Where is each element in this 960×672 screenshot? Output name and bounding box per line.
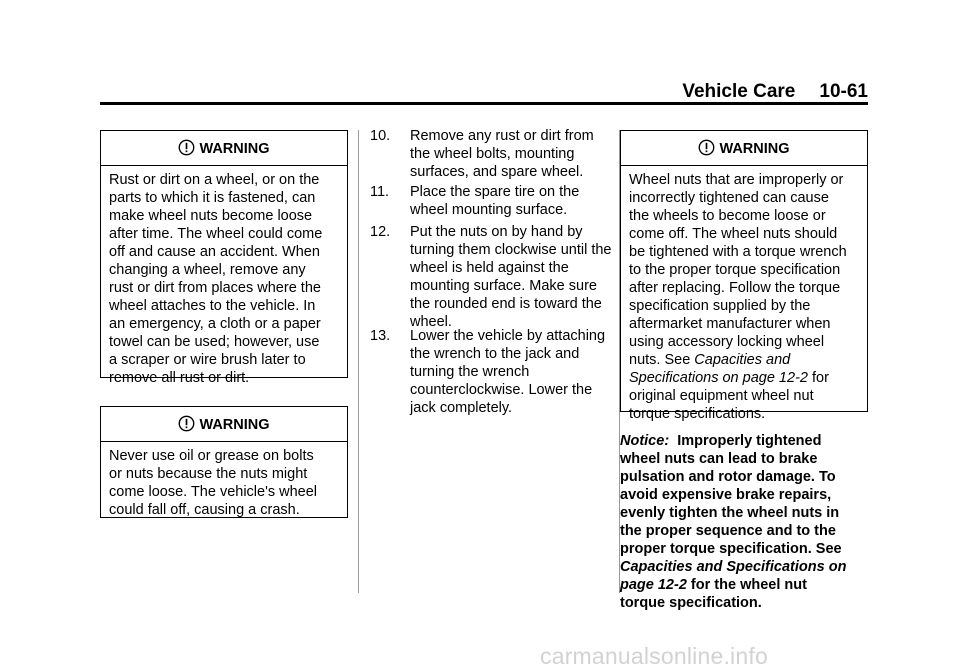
warning-line: incorrectly tightened can cause bbox=[629, 190, 829, 206]
cross-reference-link[interactable]: page 12-2 bbox=[620, 577, 687, 593]
warning-box-rust bbox=[100, 130, 348, 386]
section-title: Vehicle Care bbox=[682, 81, 796, 102]
step-number: 12. bbox=[370, 224, 391, 240]
step-12 bbox=[370, 223, 620, 333]
notice-line bbox=[620, 432, 866, 450]
warning-title: WARNING bbox=[719, 141, 790, 157]
warning-line: after time. The wheel could come bbox=[109, 226, 323, 242]
warning-line: off and cause an accident. When bbox=[109, 244, 320, 260]
warning-line: remove all rust or dirt. bbox=[109, 370, 250, 386]
warning-text bbox=[101, 442, 347, 519]
notice-text-run: for the wheel nut bbox=[686, 577, 807, 593]
warning-line: a scraper or wire brush later to bbox=[109, 352, 306, 368]
warning-header bbox=[101, 407, 347, 442]
step-line: wheel is held against the bbox=[410, 260, 569, 276]
warning-line: wheel attaches to the vehicle. In bbox=[109, 298, 316, 314]
step-line: jack completely. bbox=[410, 400, 513, 416]
step-line: turning them clockwise until the bbox=[410, 242, 612, 258]
notice-line: avoid expensive brake repairs, bbox=[620, 487, 832, 503]
warning-box-oil bbox=[100, 406, 348, 518]
cross-reference-link[interactable]: Specifications on page 12-2 bbox=[629, 370, 808, 386]
cross-reference-link[interactable]: Capacities and Specifications on bbox=[620, 559, 847, 575]
step-number: 13. bbox=[370, 328, 391, 344]
warning-text bbox=[101, 166, 347, 387]
step-line: the wrench to the jack and bbox=[410, 346, 580, 362]
notice-paragraph bbox=[620, 432, 866, 612]
warning-line: come loose. The vehicle's wheel bbox=[109, 484, 318, 500]
step-line: Put the nuts on by hand by bbox=[410, 224, 583, 240]
warning-line: torque specifications. bbox=[629, 406, 766, 422]
warning-line: aftermarket manufacturer when bbox=[629, 316, 831, 332]
step-line: surfaces, and spare wheel. bbox=[410, 164, 584, 180]
warning-line: the wheels to become loose or bbox=[629, 208, 826, 224]
warning-line: changing a wheel, remove any bbox=[109, 262, 306, 278]
warning-line: parts to which it is fastened, can bbox=[109, 190, 316, 206]
warning-line bbox=[629, 351, 859, 369]
step-text bbox=[410, 127, 620, 181]
warning-line: specification supplied by the bbox=[629, 298, 811, 314]
warning-text-run: for bbox=[807, 370, 829, 386]
notice-line: evenly tighten the wheel nuts in bbox=[620, 505, 840, 521]
step-line: wheel. bbox=[410, 314, 452, 330]
warning-line: or nuts because the nuts might bbox=[109, 466, 308, 482]
notice-line: proper torque specification. See bbox=[620, 541, 842, 557]
page-number: 10-61 bbox=[819, 81, 868, 102]
warning-line: Rust or dirt on a wheel, or on the bbox=[109, 172, 320, 188]
warning-header bbox=[101, 131, 347, 166]
watermark: carmanualsonline.info bbox=[540, 643, 768, 669]
warning-line: to the proper torque specification bbox=[629, 262, 841, 278]
warning-header bbox=[621, 131, 867, 166]
warning-icon bbox=[178, 139, 195, 156]
page-header bbox=[100, 80, 868, 104]
warning-title: WARNING bbox=[199, 417, 270, 433]
warning-line: come off. The wheel nuts should bbox=[629, 226, 838, 242]
step-10 bbox=[370, 127, 620, 187]
warning-line: using accessory locking wheel bbox=[629, 334, 825, 350]
step-line: turning the wrench bbox=[410, 364, 530, 380]
step-line: wheel mounting surface. bbox=[410, 202, 568, 218]
step-text bbox=[410, 327, 620, 417]
warning-box-wheel-nuts bbox=[620, 130, 868, 422]
step-number: 10. bbox=[370, 128, 391, 144]
step-text bbox=[410, 223, 620, 331]
warning-line: an emergency, a cloth or a paper bbox=[109, 316, 321, 332]
step-line: Place the spare tire on the bbox=[410, 184, 580, 200]
step-line: the wheel bolts, mounting bbox=[410, 146, 575, 162]
step-line: counterclockwise. Lower the bbox=[410, 382, 593, 398]
notice-line: the proper sequence and to the bbox=[620, 523, 836, 539]
header-rule bbox=[100, 102, 868, 105]
warning-line bbox=[629, 369, 859, 387]
step-11 bbox=[370, 183, 620, 223]
notice-line: wheel nuts can lead to brake bbox=[620, 451, 818, 467]
step-text bbox=[410, 183, 620, 219]
notice-text-run: Improperly tightened bbox=[677, 433, 822, 449]
warning-line: rust or dirt from places where the bbox=[109, 280, 321, 296]
warning-line: towel can be used; however, use bbox=[109, 334, 320, 350]
column-divider-left bbox=[358, 130, 359, 593]
warning-text-run: nuts. See bbox=[629, 352, 695, 368]
notice-line: pulsation and rotor damage. To bbox=[620, 469, 836, 485]
step-line: Lower the vehicle by attaching bbox=[410, 328, 606, 344]
warning-icon bbox=[698, 139, 715, 156]
notice-line: torque specification. bbox=[620, 595, 762, 611]
warning-line: original equipment wheel nut bbox=[629, 388, 814, 404]
notice-line bbox=[620, 576, 866, 594]
warning-title: WARNING bbox=[199, 141, 270, 157]
warning-line: Wheel nuts that are improperly or bbox=[629, 172, 844, 188]
warning-line: after replacing. Follow the torque bbox=[629, 280, 841, 296]
step-number: 11. bbox=[370, 184, 390, 200]
warning-line: be tightened with a torque wrench bbox=[629, 244, 847, 260]
step-line: the rounded end is toward the bbox=[410, 296, 602, 312]
warning-text bbox=[621, 166, 867, 423]
cross-reference-link[interactable]: Capacities and bbox=[694, 352, 791, 368]
warning-icon bbox=[178, 415, 195, 432]
step-line: Remove any rust or dirt from bbox=[410, 128, 594, 144]
warning-line: could fall off, causing a crash. bbox=[109, 502, 300, 518]
notice-line bbox=[620, 558, 866, 576]
warning-line: Never use oil or grease on bolts bbox=[109, 448, 314, 464]
step-13 bbox=[370, 327, 620, 419]
warning-line: make wheel nuts become loose bbox=[109, 208, 313, 224]
step-line: mounting surface. Make sure bbox=[410, 278, 597, 294]
notice-label: Notice: bbox=[620, 433, 670, 449]
